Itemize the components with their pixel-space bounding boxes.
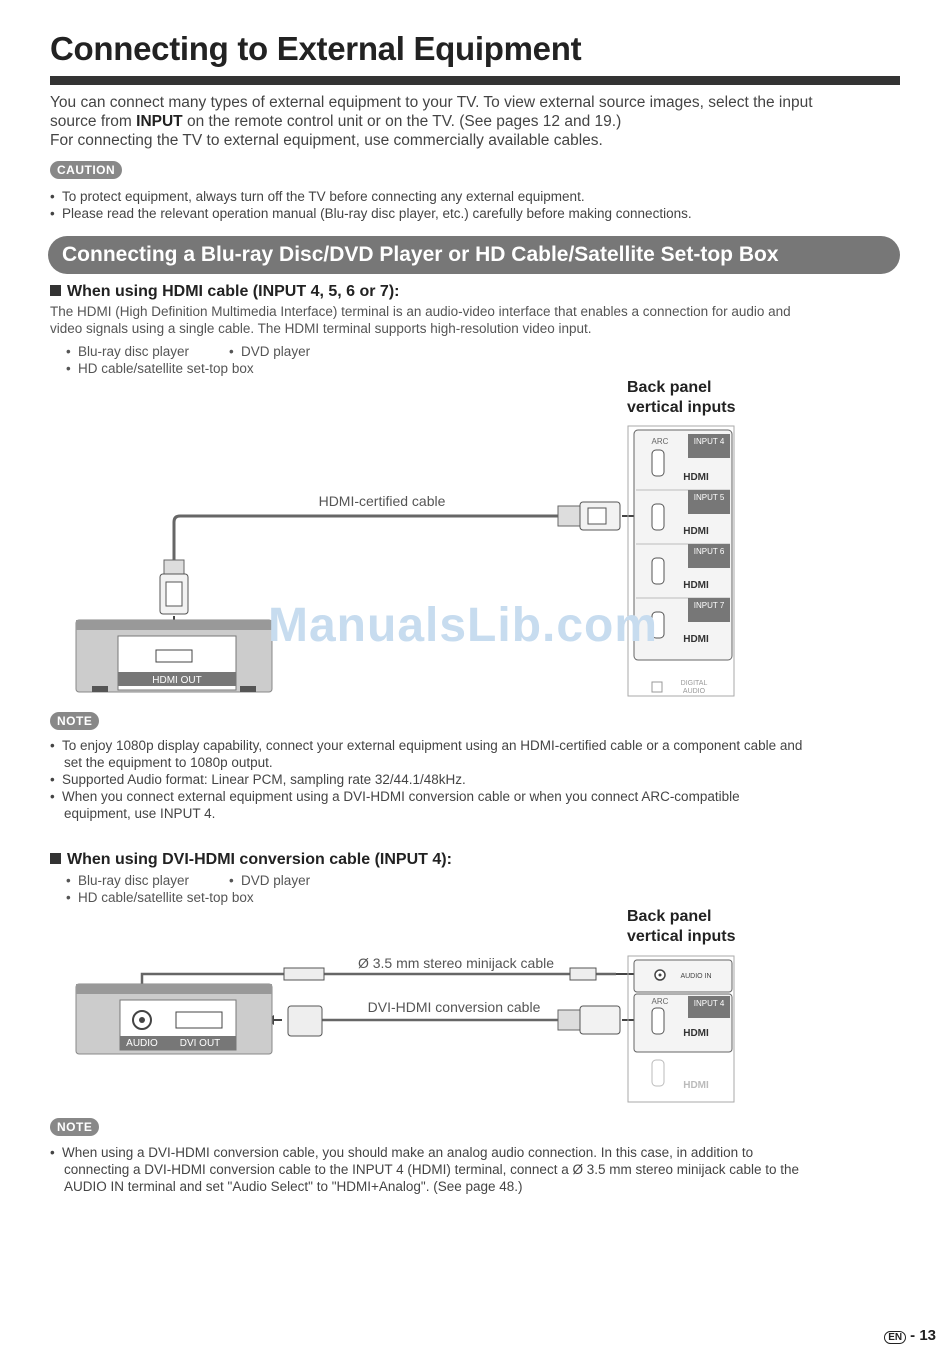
svg-text:HDMI: HDMI: [683, 526, 709, 537]
audio-out-label: AUDIO: [126, 1038, 158, 1049]
svg-text:HDMI: HDMI: [683, 472, 709, 483]
back-panel-label-1: Back panel vertical inputs: [627, 379, 736, 416]
language-badge: EN: [884, 1331, 906, 1344]
list-item: • To enjoy 1080p display capability, connect your external equipment using an HDMI-certified cable or a component cable and: [50, 738, 803, 753]
list-item: • When using a DVI-HDMI conversion cable, you should make an analog audio connection. In this case, in addition to: [50, 1145, 754, 1160]
list-item: Blu-ray disc player: [78, 873, 190, 888]
hdmi-heading: When using HDMI cable (INPUT 4, 5, 6 or 7):: [50, 283, 399, 301]
intro-line-2: source from INPUT on the remote control unit or on the TV. (See pages 12 and 19.): [50, 113, 622, 130]
intro-line-3: For connecting the TV to external equipment, use commercially available cables.: [50, 132, 603, 149]
hdmi-out-label: HDMI OUT: [152, 675, 202, 686]
watermark: ManualsLib.com: [268, 599, 659, 652]
list-item: • Please read the relevant operation manual (Blu-ray disc player, etc.) carefully before making connections.: [50, 206, 692, 221]
dvi-device-list: • Blu-ray disc player • DVD player • HD cable/satellite set-top box: [66, 873, 311, 905]
list-item: DVD player: [241, 344, 311, 359]
svg-text:INPUT 4: INPUT 4: [693, 999, 725, 1008]
list-item: • Supported Audio format: Linear PCM, sampling rate 32/44.1/48kHz.: [50, 772, 466, 787]
hdmi-description: The HDMI (High Definition Multimedia Interface) terminal is an audio-video interface that enables a connection for audio and video signals using a single cable. The HDMI terminal supports high-resolution video input.: [50, 304, 791, 336]
input-label: INPUT 4: [693, 437, 725, 446]
svg-text:HDMI: HDMI: [683, 1028, 709, 1039]
list-item: HD cable/satellite set-top box: [78, 361, 254, 376]
svg-text:ARC: ARC: [651, 437, 669, 446]
hdmi-device-list: • Blu-ray disc player • DVD player • HD cable/satellite set-top box: [66, 344, 311, 376]
input-keyword: INPUT: [136, 113, 183, 130]
input-label: INPUT 5: [693, 493, 725, 502]
list-item: DVD player: [241, 873, 311, 888]
section-banner: Connecting a Blu-ray Disc/DVD Player or HD Cable/Satellite Set-top Box: [48, 236, 900, 274]
note-list-1: • To enjoy 1080p display capability, connect your external equipment using an HDMI-certified cable or a component cable and set the equipment to 1080p output. • Supported Audio format: Linear PCM, sampling rate 32/44.1/48kHz. • When you connect external equipment using a DVI-HDMI conversion cable or when you connect ARC-compatible equipment, use INPUT 4.: [50, 737, 920, 822]
note-badge-1: NOTE: [50, 712, 99, 730]
dvi-cable-label: DVI-HDMI conversion cable: [367, 999, 541, 1015]
back-panel-label-2: Back panel vertical inputs: [627, 908, 736, 945]
caution-list: [50, 188, 900, 222]
svg-text:HDMI: HDMI: [683, 634, 709, 645]
list-item: Blu-ray disc player: [78, 344, 190, 359]
hdmi-cable-label: HDMI-certified cable: [318, 493, 446, 509]
svg-text:ARC: ARC: [651, 997, 669, 1006]
page-number: EN - 13: [884, 1327, 936, 1344]
list-item: HD cable/satellite set-top box: [78, 890, 254, 905]
caution-badge: CAUTION: [50, 161, 122, 179]
note-list-2: • When using a DVI-HDMI conversion cable, you should make an analog audio connection. In this case, in addition to connecting a DVI-HDMI conversion cable to the INPUT 4 (HDMI) terminal, connect a Ø 3.5 mm stereo minijack cable to the AUDIO IN terminal and set "Audio Select" to "HDMI+Analog". (See page 48.): [50, 1144, 920, 1195]
svg-text:HDMI: HDMI: [683, 1080, 709, 1091]
page-title: Connecting to External Equipment: [50, 30, 582, 67]
input-label: INPUT 6: [693, 547, 725, 556]
note-badge-2: NOTE: [50, 1118, 99, 1136]
list-item: • To protect equipment, always turn off the TV before connecting any external equipment.: [50, 189, 585, 204]
intro-line-1: You can connect many types of external equipment to your TV. To view external source images, select the input: [50, 94, 813, 111]
svg-text:AUDIO: AUDIO: [682, 688, 706, 695]
dvi-heading: When using DVI-HDMI conversion cable (INPUT 4):: [50, 851, 452, 869]
dvi-connection-diagram: [70, 950, 750, 1105]
title-rule: [50, 76, 900, 85]
audio-in-label: AUDIO IN: [680, 973, 712, 980]
hdmi-connection-diagram: [70, 420, 750, 710]
input-label: INPUT 7: [693, 601, 725, 610]
list-item: • When you connect external equipment using a DVI-HDMI conversion cable or when you connect ARC-compatible: [50, 789, 740, 804]
dvi-out-label: DVI OUT: [179, 1038, 221, 1049]
intro-text: [50, 93, 900, 150]
svg-text:HDMI: HDMI: [683, 580, 709, 591]
svg-text:DIGITAL: DIGITAL: [680, 680, 708, 687]
audio-cable-label: Ø 3.5 mm stereo minijack cable: [357, 955, 555, 971]
